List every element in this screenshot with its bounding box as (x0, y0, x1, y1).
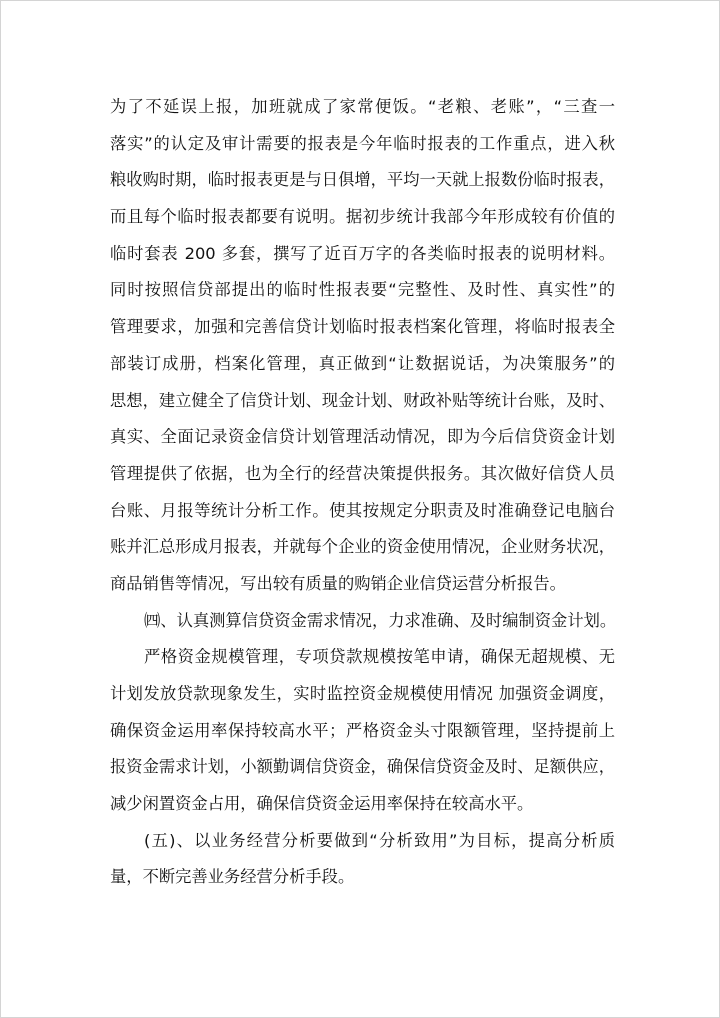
text-line: 管理要求，加强和完善信贷计划临时报表档案化管理，将临时报表全 (110, 317, 615, 337)
text-line: 确保资金运用率保持较高水平；严格资金头寸限额管理，坚持提前上 (110, 720, 615, 740)
text-line: 思想，建立健全了信贷计划、现金计划、财政补贴等统计台账，及时、 (110, 390, 615, 410)
text-line: 管理提供了依据，也为全行的经营决策提供报务。其次做好信贷人员 (110, 463, 615, 483)
heading-text: ㈣、认真测算信贷资金需求情况，力求准确、及时编制资金计划。 (144, 610, 617, 630)
text-line: 同时按照信贷部提出的临时性报表要“完整性、及时性、真实性”的 (110, 280, 615, 300)
text-line: 报资金需求计划，小额勤调信贷资金，确保信贷资金及时、足额供应， (110, 757, 615, 777)
text-line: 粮收购时期，临时报表更是与日俱增，平均一天就上报数份临时报表， (110, 170, 615, 190)
text-line: 台账、月报等统计分析工作。使其按规定分职责及时准确登记电脑台 (110, 500, 615, 520)
text-line: 为了不延误上报，加班就成了家常便饭。“老粮、老账”，“三查一 (110, 97, 615, 116)
paragraph-statistics-reports (110, 89, 615, 603)
text-line: 而且每个临时报表都要有说明。据初步统计我部今年形成较有价值的 (110, 207, 615, 227)
text-line: 减少闲置资金占用，确保信贷资金运用率保持在较高水平。 (110, 794, 534, 814)
text-line: 商品销售等情况，写出较有质量的购销企业信贷运营分析报告。 (110, 573, 566, 593)
text-line: 落实”的认定及审计需要的报表是今年临时报表的工作重点，进入秋 (110, 133, 615, 153)
text-line: 计划发放贷款现象发生，实时监控资金规模使用情况 加强资金调度， (110, 684, 615, 703)
section-heading-5 (110, 823, 615, 896)
heading-text: 量，不断完善业务经营分析手段。 (110, 867, 355, 887)
text-line: 临时套表 200 多套，撰写了近百万字的各类临时报表的说明材料。 (110, 243, 615, 263)
text-line: 部装订成册，档案化管理，真正做到“让数据说话，为决策服务”的 (110, 353, 615, 373)
section-heading-4 (110, 603, 615, 640)
paragraph-fund-management (110, 639, 615, 822)
text-line: 真实、全面记录资金信贷计划管理活动情况，即为今后信贷资金计划 (110, 427, 615, 447)
heading-text: (五)、以业务经营分析要做到“分析致用”为目标，提高分析质 (144, 830, 615, 850)
document-body (110, 89, 615, 896)
text-line: 严格资金规模管理，专项贷款规模按笔申请，确保无超规模、无 (144, 647, 615, 667)
text-line: 账并汇总形成月报表，并就每个企业的资金使用情况，企业财务状况， (110, 537, 615, 557)
